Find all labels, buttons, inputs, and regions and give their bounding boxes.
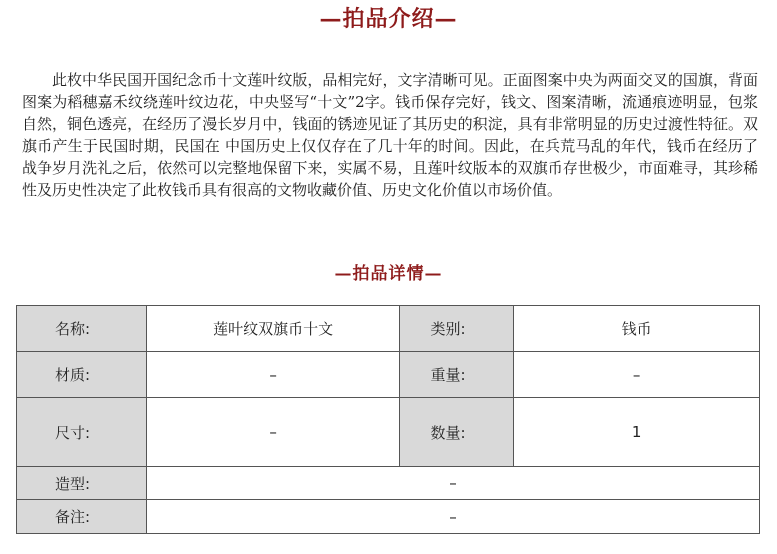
category-value: 钱币 xyxy=(514,306,760,352)
category-label: 类别: xyxy=(400,306,514,352)
quantity-label: 数量: xyxy=(400,398,514,467)
table-row xyxy=(17,500,760,534)
table-row xyxy=(17,398,760,467)
table-row xyxy=(17,352,760,398)
shape-value: – xyxy=(146,467,759,500)
weight-label: 重量: xyxy=(400,352,514,398)
size-value: – xyxy=(146,398,400,467)
quantity-value: 1 xyxy=(514,398,760,467)
shape-label: 造型: xyxy=(17,467,147,500)
remarks-value: – xyxy=(146,500,759,534)
name-label: 名称: xyxy=(17,306,147,352)
details-section-title: —拍品详情— xyxy=(334,264,443,284)
intro-paragraph: 此枚中华民国开国纪念币十文莲叶纹版，品相完好，文字清晰可见。正面图案中央为两面交叉的国旗，背面图案为稻穗嘉禾纹绕莲叶纹边花，中央竖写“十文”2字。钱币保存完好，钱文、图案清晰，流通痕迹明显，包浆自然，铜色透亮，在经历了漫长岁月中，钱面的锈迹见证了其历史的积淀，具有非常明显的历史过渡性特征。双旗币产生于民国时期，民国在 中国历史上仅仅存在了几十年的时间。因此，在兵荒马乱的年代，钱币在经历了战争岁月洗礼之后，依然可以完整地保留下来，实属不易，且莲叶纹版本的双旗币存世极少，市面难寻，其珍稀性及历史性决定了此枚钱币具有很高的文物收藏价值、历史文化价值以市场价值。 xyxy=(22,71,758,199)
intro-section-title: —拍品介绍— xyxy=(319,6,458,32)
material-value: – xyxy=(146,352,400,398)
weight-value: – xyxy=(514,352,760,398)
table-row xyxy=(17,467,760,500)
table-row xyxy=(17,306,760,352)
remarks-label: 备注: xyxy=(17,500,147,534)
size-label: 尺寸: xyxy=(17,398,147,467)
details-table xyxy=(16,305,760,534)
material-label: 材质: xyxy=(17,352,147,398)
name-value: 莲叶纹双旗币十文 xyxy=(146,306,400,352)
